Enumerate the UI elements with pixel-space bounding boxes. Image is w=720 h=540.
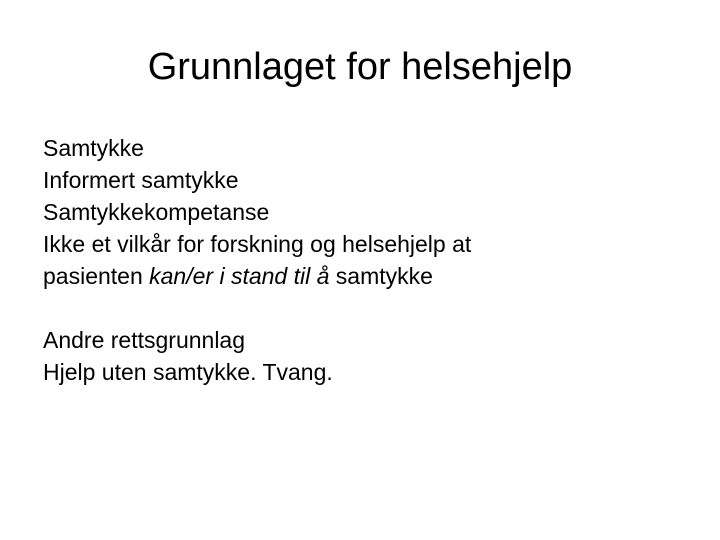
body-line-hjelp-uten-samtykke: Hjelp uten samtykke. Tvang.	[43, 359, 333, 385]
slide-title: Grunnlaget for helsehjelp	[147, 46, 573, 88]
body-line-pasienten-suffix: samtykke	[329, 263, 433, 289]
body-line-pasienten-prefix: pasienten	[43, 263, 150, 289]
body-line-pasienten-italic: kan/er i stand til å	[149, 263, 330, 289]
body-line-ikke-et-vilkar: Ikke et vilkår for forskning og helsehjelp at	[43, 231, 472, 257]
body-line-samtykke: Samtykke	[43, 135, 144, 161]
body-line-pasienten	[43, 260, 683, 292]
paragraph-gap	[43, 292, 683, 324]
body-line-andre-rettsgrunnlag: Andre rettsgrunnlag	[43, 327, 246, 353]
body-line-informert-samtykke: Informert samtykke	[43, 167, 239, 193]
slide-body	[43, 132, 683, 388]
body-line-samtykkekompetanse: Samtykkekompetanse	[43, 199, 270, 225]
